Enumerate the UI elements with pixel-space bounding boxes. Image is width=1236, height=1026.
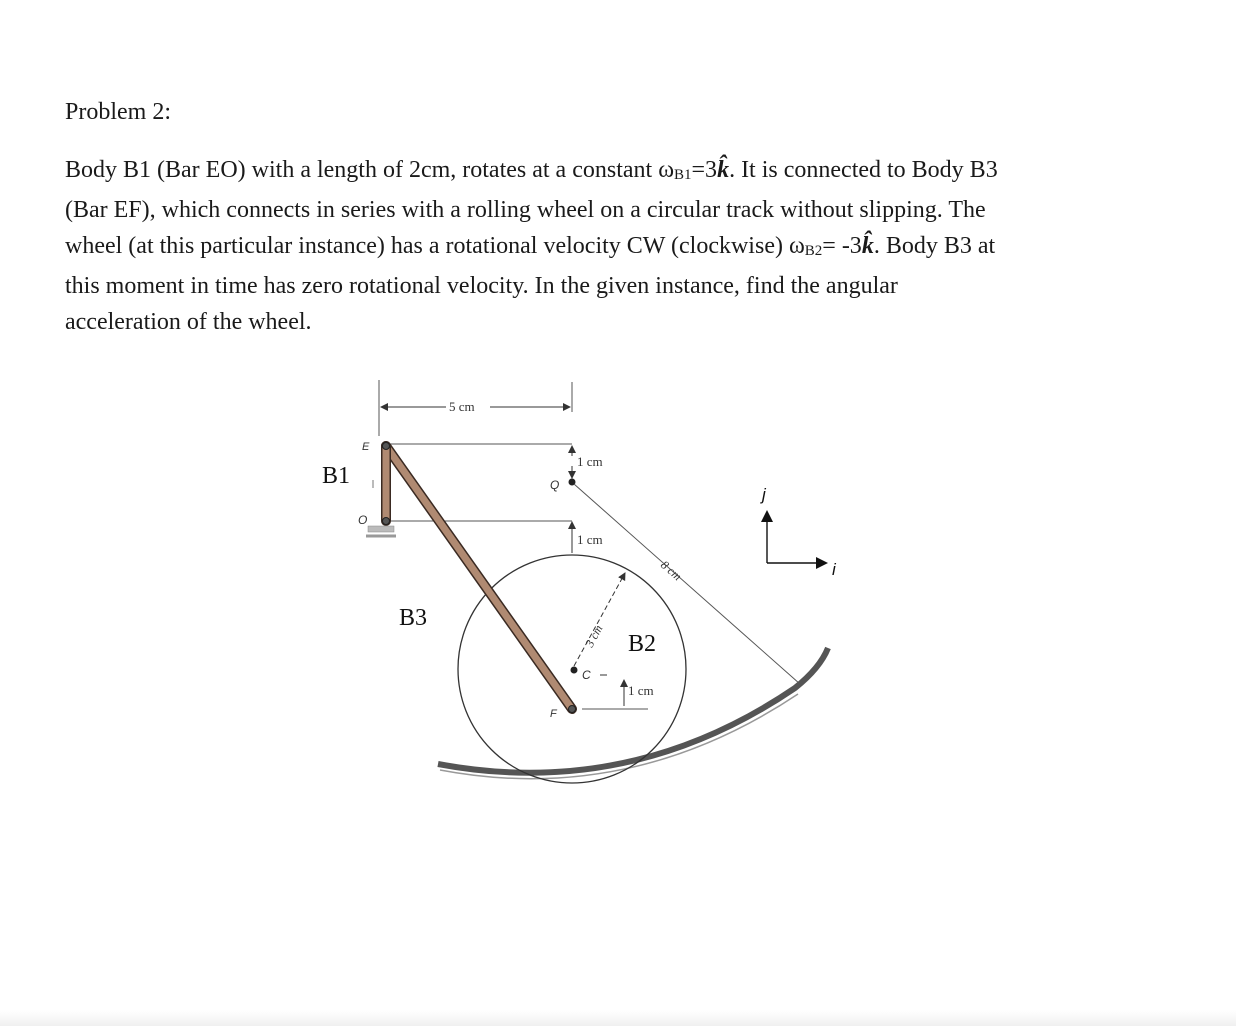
statement-line-5: acceleration of the wheel.	[65, 309, 312, 335]
dimension-1cm-bottom: 1 cm	[628, 683, 654, 698]
dimension-1cm-mid: 1 cm	[577, 532, 603, 547]
dimension-1cm-top: 1 cm	[577, 454, 603, 469]
bar-b3-fill	[386, 446, 572, 709]
statement-line-1: Body B1 (Bar EO) with a length of 2cm, rotates at a constant ωB1=3k̂. It is connected to Body B3	[65, 157, 998, 183]
axis-i-label: i	[832, 560, 836, 579]
wheel-radius-line	[574, 573, 625, 666]
statement-line-3: wheel (at this particular instance) has a rotational velocity CW (clockwise) ωB2= -3k̂. Body B3 at	[65, 233, 996, 259]
point-c	[571, 667, 578, 674]
omega-subscript: B2	[804, 243, 823, 259]
statement-line-4: this moment in time has zero rotational velocity. In the given instance, find the angular	[65, 272, 898, 299]
label-q: Q	[550, 478, 560, 492]
label-c: C	[582, 668, 591, 682]
track-radius-line	[574, 484, 800, 684]
omega-symbol: ω	[788, 233, 805, 259]
dimension-5cm: 5 cm	[449, 399, 475, 414]
dimension-8cm: 8 cm	[658, 557, 685, 584]
omega-symbol: ω	[658, 157, 674, 183]
omega-subscript: B1	[674, 167, 692, 183]
page-bottom-band	[0, 1010, 1236, 1026]
pin-o	[383, 518, 390, 525]
label-b2: B2	[628, 631, 657, 657]
unit-vector-k: k̂	[717, 157, 730, 183]
pin-e	[383, 443, 390, 450]
label-b1: B1	[322, 463, 351, 489]
pin-f	[569, 706, 576, 713]
dimension-3cm: 3 cm	[582, 622, 606, 650]
axis-j-label: j	[762, 485, 766, 504]
label-b3: B3	[399, 605, 428, 631]
label-e: E	[362, 441, 370, 453]
problem-title: Problem 2:	[65, 99, 171, 125]
unit-vector-k: k̂	[861, 233, 874, 259]
statement-line-2: (Bar EF), which connects in series with a rolling wheel on a circular track without slipping. The	[65, 196, 986, 223]
label-f: F	[550, 708, 557, 720]
label-o: O	[358, 513, 368, 527]
ground-support-o	[368, 526, 394, 532]
